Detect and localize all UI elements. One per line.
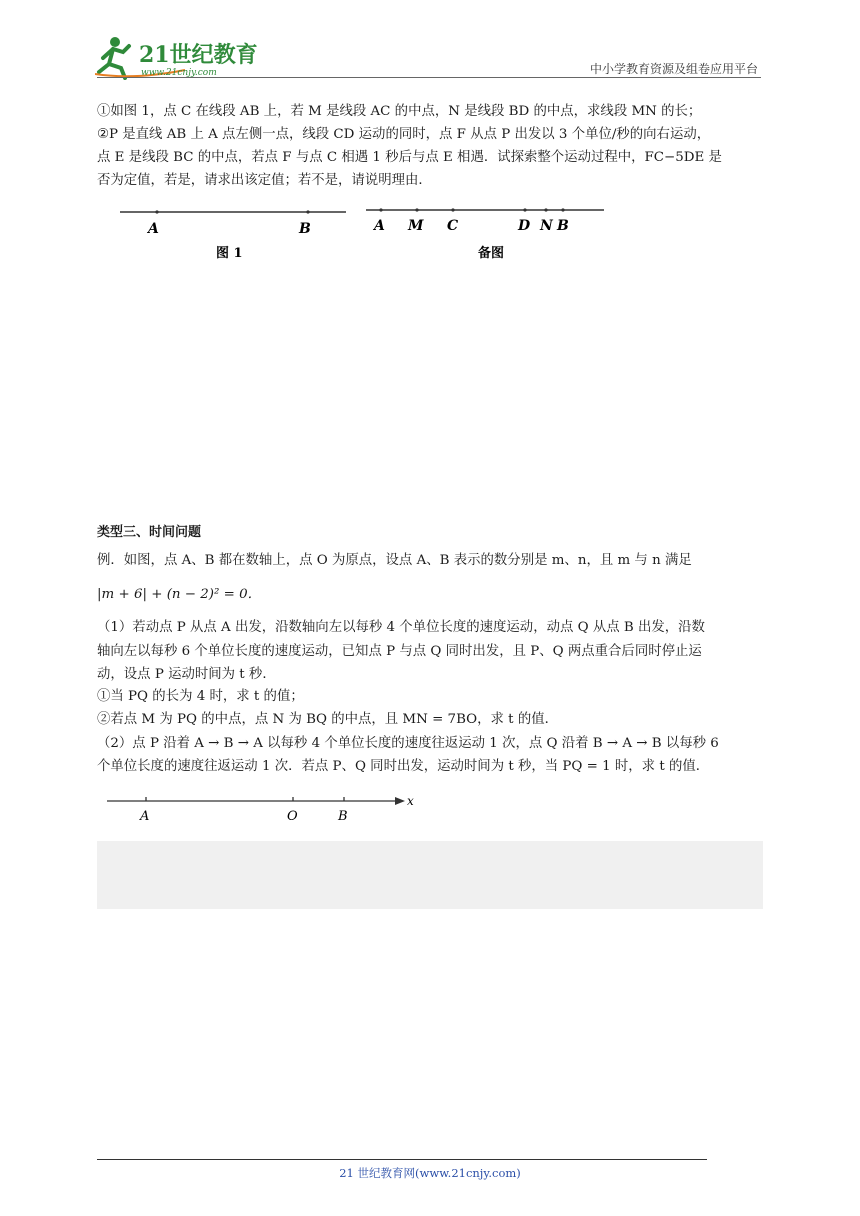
header-platform-text: 中小学教育资源及组卷应用平台 [589, 62, 758, 76]
figure-backup-label-d: D [518, 218, 531, 234]
question-part-2-line-2: 点 E 是线段 BC 的中点，若点 F 与点 C 相遇 1 秒后与点 E 相遇．试探索整个运动过程中，FC−5DE 是 [97, 150, 722, 165]
figure-backup-label-c: C [447, 218, 459, 234]
number-line-label-a: A [140, 809, 150, 824]
question-part-2-line-1: ②P 是直线 AB 上 A 点左侧一点，线段 CD 运动的同时，点 F 从点 P 出发以 3 个单位/秒的向右运动， [97, 127, 711, 142]
figure-1-point-b [306, 210, 309, 213]
footer-text: 21 世纪教育网(www.21cnjy.com) [339, 1166, 521, 1180]
figure-1 [110, 200, 355, 266]
site-logo [95, 34, 265, 80]
arrow-right-icon [395, 797, 405, 805]
answer-area [97, 841, 763, 909]
part-1-line-2: 轴向左以每秒 6 个单位长度的速度运动，已知点 P 与点 Q 同时出发，且 P、Q 两点重合后同时停止运 [97, 644, 702, 659]
figure-backup-label-b: B [557, 218, 569, 234]
figure-1-label-a: A [148, 221, 159, 237]
logo-text: 21世纪教育 [139, 42, 258, 68]
logo-url-text: www.21cnjy.com [141, 68, 217, 78]
part-1-line-3: 动，设点 P 运动时间为 t 秒． [97, 667, 276, 682]
number-line-label-b: B [338, 809, 348, 824]
example-intro: 例．如图，点 A、B 都在数轴上，点 O 为原点，设点 A、B 表示的数分别是 m、n，且 m 与 n 满足 [97, 553, 692, 568]
question-part-1: ①如图 1，点 C 在线段 AB 上，若 M 是线段 AC 的中点，N 是线段 BD 的中点，求线段 MN 的长； [97, 104, 702, 119]
figure-1-point-a [155, 210, 158, 213]
part-1-question-b: ②若点 M 为 PQ 的中点，点 N 为 BQ 的中点，且 MN = 7BO，求 t 的值． [97, 712, 558, 727]
figure-1-caption: 图 1 [216, 246, 243, 261]
figure-backup-label-n: N [540, 218, 553, 234]
part-2-line-1: （2）点 P 沿着 A → B → A 以每秒 4 个单位长度的速度往返运动 1 次，点 Q 沿着 B → A → B 以每秒 6 [97, 736, 719, 751]
number-line [105, 790, 425, 826]
figure-backup-caption: 备图 [478, 246, 505, 261]
number-line-label-o: O [287, 809, 298, 824]
figure-1-label-b: B [299, 221, 311, 237]
section-heading: 类型三、时间问题 [97, 525, 202, 540]
figure-backup [360, 200, 610, 266]
footer-divider [97, 1159, 707, 1160]
part-1-question-a: ①当 PQ 的长为 4 时，求 t 的值； [97, 689, 304, 704]
part-1-line-1: （1）若动点 P 从点 A 出发，沿数轴向左以每秒 4 个单位长度的速度运动，动点 Q 从点 B 出发，沿数 [97, 620, 705, 635]
figure-backup-label-m: M [408, 218, 424, 234]
question-part-2-line-3: 否为定值，若是，请求出该定值；若不是，请说明理由． [97, 173, 432, 188]
number-line-axis-label: x [407, 794, 414, 808]
example-formula: |m + 6| + (n − 2)² = 0． [97, 587, 262, 602]
part-2-line-2: 个单位长度的速度往返运动 1 次．若点 P、Q 同时出发，运动时间为 t 秒，当 PQ = 1 时，求 t 的值． [97, 759, 710, 774]
figure-backup-label-a: A [374, 218, 385, 234]
logo-runner-icon [95, 34, 265, 80]
header-divider [97, 77, 761, 78]
